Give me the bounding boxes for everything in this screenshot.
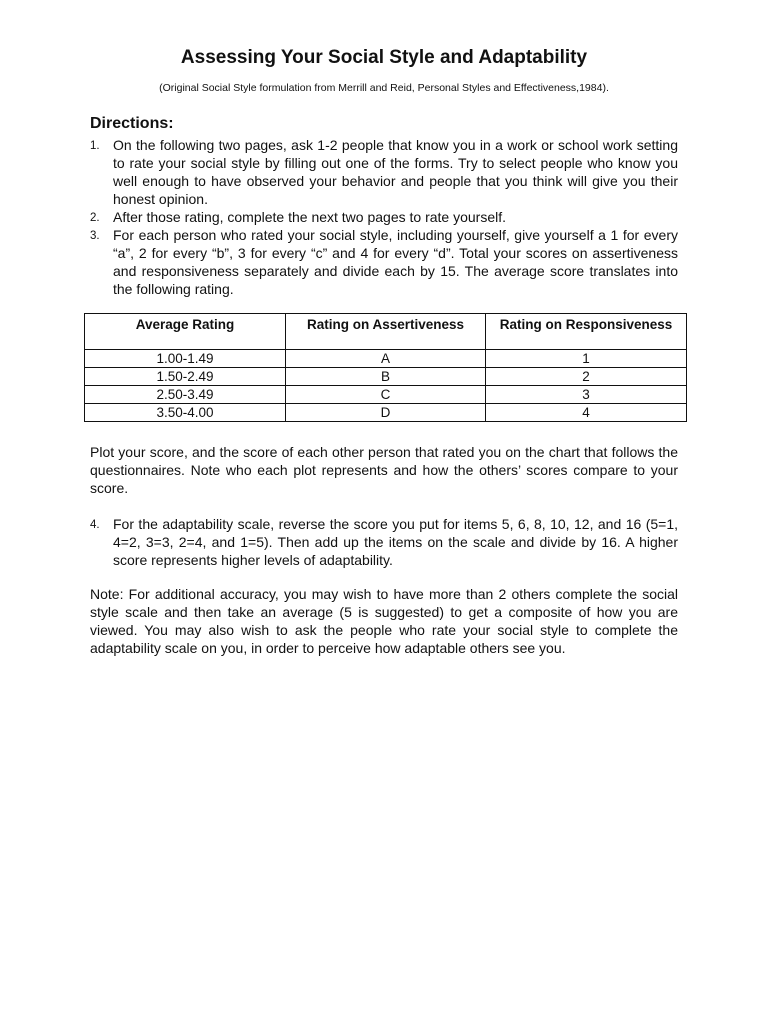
step-number: 4. [90, 519, 100, 531]
step-number: 3. [90, 230, 100, 242]
page-subtitle: (Original Social Style formulation from Merrill and Reid, Personal Styles and Effectiveness,1984). [159, 82, 609, 94]
table-header-row [85, 314, 687, 350]
step-text: After those rating, complete the next two pages to rate yourself. [113, 209, 506, 225]
responsiveness-cell: 4 [486, 404, 687, 422]
direction-step-2 [90, 208, 678, 226]
average-rating-cell: 3.50-4.00 [85, 404, 286, 422]
direction-step-3 [90, 226, 678, 298]
table-row [85, 386, 687, 404]
responsiveness-cell: 3 [486, 386, 687, 404]
plot-instructions-paragraph: Plot your score, and the score of each other person that rated you on the chart that follows the questionnaires. Note who each plot represents and how the others’ scores compare to your score. [90, 444, 678, 496]
direction-step-1 [90, 136, 678, 208]
table-row [85, 404, 687, 422]
step-number: 2. [90, 212, 100, 224]
table-row [85, 368, 687, 386]
rating-table [84, 313, 687, 422]
adaptability-step-list [90, 515, 678, 569]
step-number: 1. [90, 140, 100, 152]
note-paragraph: Note: For additional accuracy, you may wish to have more than 2 others complete the social style scale and then take an average (5 is suggested) to get a composite of how you are viewed. You may also wish to ask the people who rate your social style to complete the adaptability scale on you, in order to perceive how adaptable others see you. [90, 586, 678, 656]
assertiveness-cell: D [286, 404, 486, 422]
directions-list [90, 136, 678, 298]
average-rating-cell: 2.50-3.49 [85, 386, 286, 404]
assertiveness-cell: A [286, 350, 486, 368]
column-header-average-rating: Average Rating [85, 314, 286, 350]
average-rating-cell: 1.50-2.49 [85, 368, 286, 386]
direction-step-4 [90, 515, 678, 569]
step-text: For the adaptability scale, reverse the score you put for items 5, 6, 8, 10, 12, and 16 (5=1, 4=2, 3=3, 2=4, and 1=5). Then add up the items on the scale and divide by 16. A higher score represents higher levels of adaptability. [113, 516, 678, 568]
step-text: On the following two pages, ask 1-2 people that know you in a work or school work setting to rate your social style by filling out one of the forms. Try to select people who know you well enough to have observed your behavior and people that you think will give you their honest opinion. [113, 137, 678, 207]
average-rating-cell: 1.00-1.49 [85, 350, 286, 368]
step-text: For each person who rated your social style, including yourself, give yourself a 1 for every “a”, 2 for every “b”, 3 for every “c” and 4 for every “d”. Total your scores on assertiveness and responsiveness separately and divide each by 15. The average score translates into the following rating. [113, 227, 678, 297]
assertiveness-cell: C [286, 386, 486, 404]
column-header-responsiveness: Rating on Responsiveness [486, 314, 687, 350]
responsiveness-cell: 2 [486, 368, 687, 386]
page-title: Assessing Your Social Style and Adaptability [180, 47, 588, 68]
directions-heading: Directions: [90, 115, 174, 132]
responsiveness-cell: 1 [486, 350, 687, 368]
column-header-assertiveness: Rating on Assertiveness [286, 314, 486, 350]
table-row [85, 350, 687, 368]
assertiveness-cell: B [286, 368, 486, 386]
